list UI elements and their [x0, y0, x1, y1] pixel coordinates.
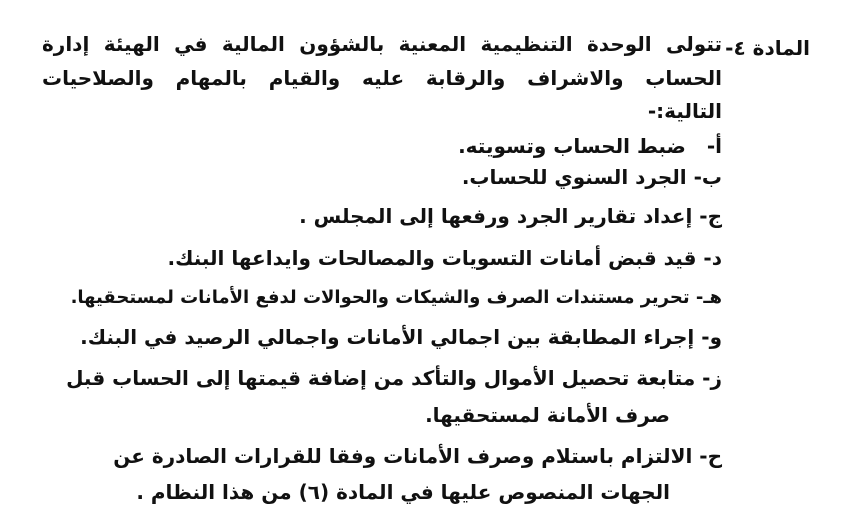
item-j [299, 201, 722, 231]
item-text: الالتزام باستلام وصرف الأمانات وفقا للقرارات الصادرة عن [113, 444, 693, 468]
item-letter: أ- [706, 134, 722, 158]
item-letter: ب- [693, 165, 722, 189]
item-letter: و- [701, 325, 722, 349]
item-ha-continuation: الجهات المنصوص عليها في المادة (٦) من هذا النظام . [136, 480, 670, 504]
item-text: قيد قبض أمانات التسويات والمصالحات وايداعها البنك. [167, 246, 697, 270]
item-b [462, 162, 722, 192]
item-letter: ز- [702, 366, 722, 390]
item-letter: هـ- [695, 287, 722, 308]
item-d [167, 243, 722, 273]
item-letter: ج- [699, 204, 722, 228]
item-text: إجراء المطابقة بين اجمالي الأمانات واجمالي الرصيد في البنك. [80, 325, 695, 349]
item-h [71, 283, 722, 313]
item-w [80, 322, 722, 352]
article-intro-line-3: التالية:- [647, 99, 722, 123]
item-text: الجرد السنوي للحساب. [461, 165, 687, 189]
item-text: تحرير مستندات الصرف والشيكات والحوالات لدفع الأمانات لمستحقيها. [70, 287, 690, 308]
item-ha [113, 441, 722, 471]
item-z [66, 363, 722, 393]
item-text: إعداد تقارير الجرد ورفعها إلى المجلس . [299, 204, 693, 228]
article-heading: المادة ٤- [725, 36, 810, 60]
item-letter: ح- [699, 444, 722, 468]
item-z-continuation: صرف الأمانة لمستحقيها. [425, 403, 670, 427]
item-letter: د- [703, 246, 722, 270]
article-intro-line-1: تتولى الوحدة التنظيمية المعنية بالشؤون المالية في الهيئة إدارة [42, 32, 722, 56]
article-intro-line-2: الحساب والاشراف والرقابة عليه والقيام بالمهام والصلاحيات [42, 66, 722, 90]
item-text: ضبط الحساب وتسويته. [458, 134, 686, 158]
item-text: متابعة تحصيل الأموال والتأكد من إضافة قيمتها إلى الحساب قبل [66, 366, 696, 390]
item-a [458, 131, 722, 161]
